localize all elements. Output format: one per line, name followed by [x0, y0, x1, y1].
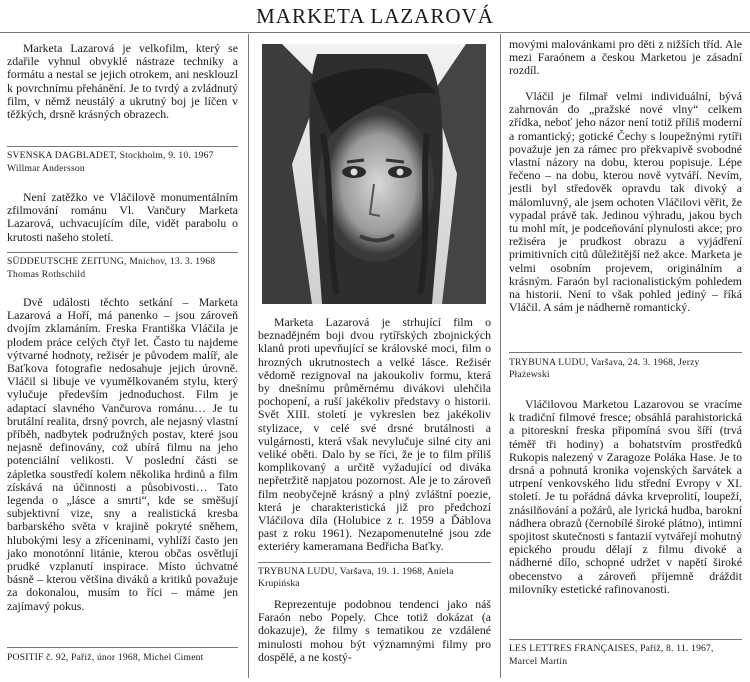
source-rule [7, 252, 238, 253]
review-author: Thomas Rothschild [7, 269, 86, 280]
source-rule [509, 352, 742, 353]
review-text: Není zatěžko ve Vláčilově monumentálním zfilmování románu Vl. Vančury Marketa Lazarová, uchvacujícím díle, vidět parabolu o krutosti našeho století. [7, 190, 238, 244]
review-text: Vláčilovou Marketou Lazarovou se vracíme k tradiční filmové fresce; obsáhlá parahistorická a pitoreskní freska připomíná svou šíří (trvá téměř tři hodiny) a bohatstvím prostředků Rukopis nalezený v Zaragoze Poláka Hase. Je to drsná a pohnutá kronika vojenských šarvátek a utrpení venkovského lidu střední Evropy v XI. století. Je tu pořádná dávka krveprolití, loupeží, znásilňování a požárů, ale lyrická hudba, barokní nádhera obrazů (černobílé široké plátno), intimní spojitost skutečnosti s fantazií vytvářejí mohutný epického proudu dělají z filmu divoké a nádherné dílo, schopné udržet v napětí široké obecenstvo a zároveň příjemně dráždit milovníky estetické rafinovanosti. [509, 397, 742, 596]
column-divider [248, 34, 249, 678]
review-text: Dvě události těchto setkání – Marketa Lazarová a Hoří, má panenko – jsou zároveň dvojím zklamáním. Freska Františka Vláčila je plodem práce celých čtyř let. Často tu najdeme výtvarné hodnoty, režisér je původem malíř, ale Baťkova fotografie nedosahuje jejich úrovně. Vláčil si libuje ve vyumělkovaném stylu, který vylučuje především jednoduchost. Film je adaptací slavného Vančurova románu… Je tu brutální realita, drsný povrch, ale nejasný vlastní příběh, nadbytek podružných postav, které jsou nejasně definovány, což ubírá filmu na jeho potenciální velikosti. V poslední části se zápletka soustředí kolem několika hrdinů a film získává na účinnosti a působivosti… Tato legenda o „lásce a smrti“, kde se směšují subjektivní vize, sny a realistická kresba barbarského světa v krajině pokryté sněhem, hlubokými lesy a zříceninami, vyhlíží často jen jako monotónní litánie, kterou občas osvětlují prudké vzplanutí inspirace. Místo úchvatné básně – kterou většina diváků a kritiků považuje za dokonalou, musím to říci – máme jen zajímavý pokus. [7, 295, 238, 613]
column-middle [258, 34, 491, 682]
source-rule [7, 647, 238, 648]
source-rule [258, 562, 491, 563]
title-rule [0, 32, 750, 33]
source-rule [509, 639, 742, 640]
portrait-illustration [262, 44, 486, 304]
source-rule [7, 146, 238, 147]
column-divider [500, 34, 501, 678]
review-text: Vláčil je filmař velmi individuální, bývá zahrnován do „pražské nové vlny“ celkem zřídka, neboť jeho názor není totiž příliš moderní a romantický; gotické Čechy s loupežnými rytíři považuje jen za rámec pro překvapivě svobodné vlastní názory na dobu, kterou popisuje. Lépe řečeno – na dobu, kterou nově vytváří. Nevím, jestli byl středověk opravdu tak divoký a málomluvný, ale jsem ochoten Vláčilovi věřit, že vypadal právě tak. Jedinou výhradu, jakou bych tu mohl mít, je podceňování plynulosti akce; pro režiséra je prudkost obrazu a vyjádření primitivních citů důležitější než akce. Marketa je velmi osobním projevem, originálním a krásným. Faraón byl racionalistickým pohledem na historii. Není to však pohled jediný – říká Vláčil. A sám je nádherně romantický. [509, 89, 742, 315]
review-source: TRYBUNA LUDU, Varšava, 19. 1. 1968, Aniela Krupińska [258, 566, 454, 589]
review-text: Marketa Lazarová je velkofilm, který se zdařile vyhnul obvyklé nástraze techniky a formátu a nestal se jejich otrokem, ani nesklouzl k povrchnímu přehánění. Je to tvrdý a zvládnutý film, v němž neustálý a ukrutný boj je líčen v těžkých, drsně krásných obrazech. [7, 41, 238, 122]
review-author: Marcel Martin [509, 656, 568, 667]
review-source: LES LETTRES FRANÇAISES, Paříž, 8. 11. 1967, [509, 643, 714, 654]
review-text: Marketa Lazarová je strhující film o beznadějném boji dvou rytířských zbojnických klanů proti upevňující se královské moci, film o hrozných ukrutnostech a velké lásce. Režisér vědomě rezignoval na jakoukoliv formu, která by dnešnímu průměrnému divákovi ulehčila pochopení, a ruší jakékoliv představy o historii. Svět XIII. století je vykreslen bez jakékoliv stylizace, v celé své drsné brutálnosti a vulgárnosti, která však nevylučuje silné city ani veliké oběti. Dalo by se říci, že je to film příliš komplikovaný a určitě vyžadující od diváka nepřetržitě napjatou pozornost. Ale je to zároveň film neobyčejně krásný a plný zvláštní poezie, která je charakteristická již pro předchozí Vláčilova díla (Holubice z r. 1959 a Ďáblova past z roku 1961). Nezapomenutelné jsou zde exteriéry kameramana Bedřicha Baťky. [258, 315, 491, 554]
review-author: Willmar Andersson [7, 163, 85, 174]
review-source: SÜDDEUTSCHE ZEITUNG, Mnichov, 13. 3. 1968 [7, 256, 216, 267]
review-text: movými malovánkami pro děti z nižších tříd. Ale mezi Faraónem a českou Marketou je zásadní rozdíl. [509, 37, 742, 78]
review-source: TRYBUNA LUDU, Varšava, 24. 3. 1968, Jerzy Płażewski [509, 357, 700, 380]
page-title: MARKETA LAZAROVÁ [256, 4, 494, 28]
film-still-photo [262, 44, 486, 304]
review-text: Reprezentuje podobnou tendenci jako náš Faraón nebo Popely. Chce totiž dokázat (a dokazuje), že filmy s tematikou ze vzdálené minulosti mohou být významnými filmy pro dospělé, a ne kostý- [258, 597, 491, 664]
column-right [509, 34, 742, 682]
column-left [7, 34, 238, 682]
review-source: SVENSKA DAGBLADET, Stockholm, 9. 10. 1967 [7, 150, 214, 161]
review-source: POSITIF č. 92, Paříž, únor 1968, Michel Ciment [7, 652, 204, 663]
